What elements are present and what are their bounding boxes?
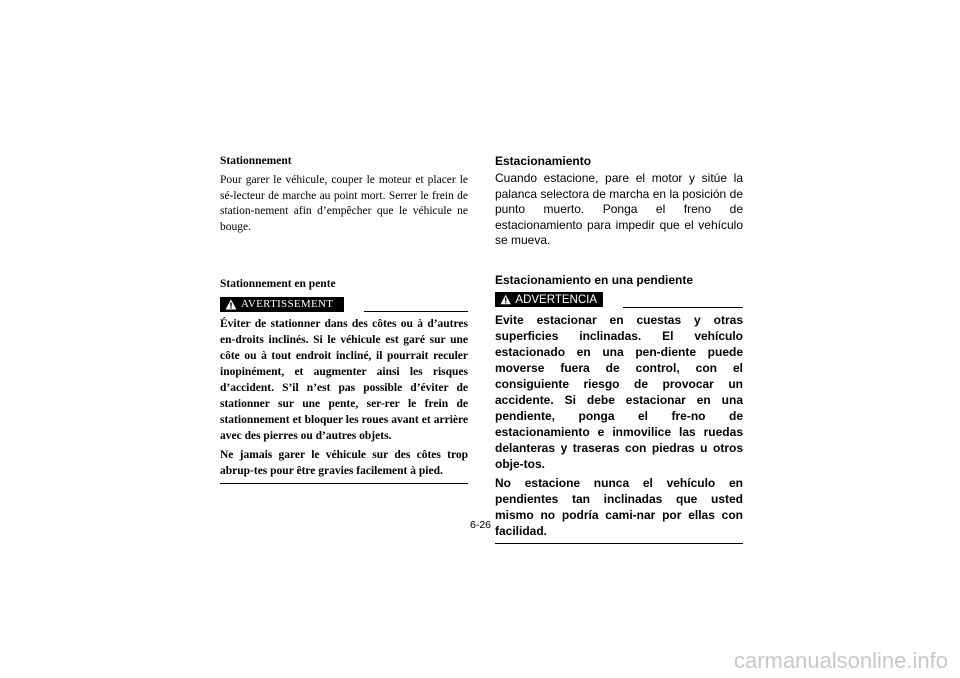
warning-text-2-fr: Ne jamais garer le véhicule sur des côtes trop abrup-tes pour être gravies facilement à pied. — [220, 449, 468, 477]
parking-text-es: Cuando estacione, pare el motor y sitúe la palanca selectora de marcha en la posición de punto muerto. Ponga el freno de estacionamiento para impedir que el vehículo se mueva. — [495, 171, 743, 247]
slope-heading-es: Estacionamiento en una pendiente — [495, 272, 694, 287]
warning-header-fr — [220, 296, 468, 312]
warning-rule-fr — [364, 311, 468, 312]
warning-rule-es — [623, 307, 743, 308]
spanish-column — [495, 154, 743, 544]
warning-end-rule-es — [495, 543, 743, 544]
page-number: 6-26 — [470, 519, 492, 531]
warning-header-es — [495, 292, 743, 308]
warning-label-fr: AVERTISSEMENT — [241, 298, 334, 310]
parking-text-fr: Pour garer le véhicule, couper le moteur et placer le sé-lecteur de marche au point mort. Serrer le frein de station-nement afin d’empêcher que le véhicule ne bouge. — [220, 174, 468, 233]
warning-text-1-fr: Éviter de stationner dans des côtes ou à d’autres en-droits inclinés. Si le véhicule est garé sur une côte ou à tout endroit incliné, il pourrait reculer inopinément, et augmenter ainsi les risques d’accident. S’il n’est pas possible d’éviter de stationner sur une pente, ser-rer le frein de stationnement et bloquer les roues avant et arrière avec des pierres ou d’autres objets. — [220, 318, 468, 442]
warning-triangle-icon — [500, 294, 511, 305]
watermark: carmanualsonline.info — [733, 648, 948, 673]
warning-label-es: ADVERTENCIA — [515, 293, 597, 306]
warning-end-rule-fr — [220, 483, 468, 484]
warning-text-1-es: Evite estacionar en cuestas y otras superficies inclinadas. El vehículo estacionado en una pen-diente puede moverse fuera de control, con el consiguiente riesgo de provocar un accidente. Si debe estacionar en una pendiente, ponga el fre-no de estacionamiento e inmovilice las ruedas delanteras y traseras con piedras u otros obje-tos. — [495, 312, 743, 471]
warning-body-fr — [220, 316, 468, 479]
slope-heading-fr: Stationnement en pente — [220, 278, 336, 290]
warning-body-es — [495, 312, 743, 539]
warning-text-2-es: No estacione nunca el vehículo en pendientes tan inclinadas que usted mismo no podría cami-nar por ellas con facilidad. — [495, 475, 743, 538]
warning-badge-es — [495, 292, 603, 307]
parking-heading-es: Estacionamiento — [495, 154, 592, 168]
parking-heading-fr: Stationnement — [220, 155, 292, 167]
warning-badge-fr — [220, 297, 344, 312]
french-column — [220, 154, 468, 484]
warning-triangle-icon — [225, 299, 237, 310]
